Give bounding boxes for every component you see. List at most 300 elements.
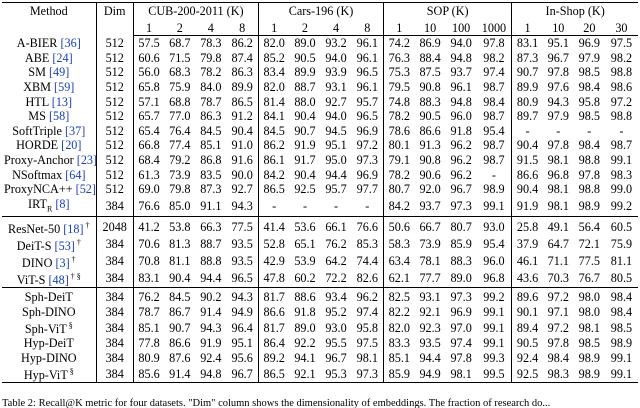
dim-cell: 512 (96, 182, 133, 197)
metric-cell: 68.8 (169, 94, 191, 109)
metric-cell: 97.3 (446, 287, 477, 304)
metric-cell: 84.5 (164, 287, 195, 304)
metric-cell: 97.2 (352, 138, 384, 153)
metric-cell: 99.1 (477, 319, 512, 336)
citation-link[interactable]: [3] (55, 255, 70, 270)
metric-cell: 79.1 (388, 153, 410, 168)
metric-cell: 43.6 (516, 271, 539, 286)
metric-cell: 95.4 (477, 124, 512, 139)
method-cell (2, 197, 96, 217)
method-column-header: Method (2, 3, 96, 36)
metric-cell: 78.7 (200, 94, 222, 109)
dim-cell: 512 (96, 94, 133, 109)
citation-link[interactable]: [8] (55, 196, 70, 211)
metric-cell: 98.7 (477, 153, 512, 168)
method-name: HTL (25, 94, 49, 109)
metric-cell: 52.8 (263, 237, 285, 252)
metric-cell: 97.8 (547, 65, 569, 80)
metric-cell: 96.0 (477, 253, 512, 270)
metric-cell: 79.2 (169, 153, 191, 168)
metric-cell: 87.5 (419, 65, 441, 80)
metric-cell: 83.4 (263, 65, 285, 80)
metric-cell: 71.1 (547, 254, 569, 269)
metric-cell: 93.9 (325, 65, 347, 80)
metric-cell: 99.2 (610, 199, 633, 214)
metric-cell: 91.8 (294, 304, 316, 319)
metric-cell: 90.5 (419, 109, 441, 124)
metric-cell: 98.1 (547, 199, 569, 214)
citation-link[interactable]: [18] (63, 221, 84, 236)
metric-cell: 98.0 (578, 304, 600, 319)
dim-cell: 384 (96, 365, 133, 383)
metric-cell: 70.3 (547, 271, 569, 286)
metric-cell: 97.8 (547, 138, 569, 153)
metric-cell: 66.3 (195, 216, 226, 236)
metric-cell: 98.4 (578, 80, 600, 95)
method-cell (2, 182, 96, 197)
method-cell (2, 287, 96, 304)
metric-cell: 80.9 (516, 94, 539, 109)
footnote-mark: § (69, 367, 74, 377)
metric-cell: 98.9 (610, 336, 633, 351)
metric-cell: 98.7 (477, 109, 512, 124)
metric-cell: 87.4 (226, 51, 258, 66)
metric-cell: 92.3 (419, 320, 441, 335)
metric-cell: 96.0 (450, 109, 472, 124)
metric-cell: 90.2 (195, 287, 226, 304)
metric-cell: 88.7 (294, 80, 316, 95)
method-name: NSoftmax (12, 167, 63, 182)
table-row (2, 182, 638, 197)
method-cell (2, 94, 96, 109)
metric-cell: 90.5 (516, 336, 539, 351)
metric-cell: 86.2 (263, 138, 285, 153)
metric-cell: 98.8 (578, 153, 600, 168)
metric-cell: 57.5 (138, 36, 160, 51)
metric-cell: 98.9 (578, 351, 600, 366)
dim-cell: 384 (96, 253, 133, 270)
metric-cell: 91.4 (164, 365, 195, 383)
method-name: DeiT-S (16, 238, 52, 253)
metric-cell: 76.3 (388, 50, 410, 65)
metric-cell: 90.8 (419, 153, 441, 168)
metric-cell: - (525, 123, 530, 138)
metric-cell: 42.9 (263, 254, 285, 269)
metric-cell: 95.8 (352, 319, 384, 336)
metric-cell: 96.8 (547, 167, 569, 182)
metric-cell: 88.3 (450, 254, 472, 269)
k-header: 1 (512, 20, 543, 36)
metric-cell: 86.1 (263, 153, 285, 168)
metric-cell: 80.9 (138, 351, 160, 366)
table-row (2, 65, 638, 80)
metric-cell: 98.9 (574, 365, 605, 383)
metric-cell: 93.1 (325, 80, 347, 95)
metric-cell: 96.9 (352, 167, 384, 182)
metric-cell: 95.7 (352, 94, 384, 109)
metric-cell: 96.7 (547, 50, 569, 65)
metric-cell: 98.1 (446, 365, 477, 383)
metric-cell: 86.2 (226, 36, 258, 51)
metric-cell: 90.4 (169, 271, 191, 286)
metric-cell: 82.5 (384, 287, 415, 304)
footnote-mark: † (76, 237, 81, 247)
method-name: HORDE (16, 138, 59, 153)
method-name: SM (28, 65, 46, 80)
metric-cell: 86.6 (419, 123, 441, 138)
metric-cell: 25.8 (512, 216, 543, 236)
metric-cell: 98.2 (610, 50, 633, 65)
metric-cell: 81.7 (258, 287, 289, 304)
table-row (2, 351, 638, 366)
metric-cell: 88.4 (419, 50, 441, 65)
citation-link[interactable]: [53] (54, 238, 75, 253)
metric-cell: 98.1 (578, 320, 600, 335)
metric-cell: 94.1 (294, 351, 316, 366)
metric-cell: 84.2 (388, 199, 410, 214)
method-name: Proxy-Anchor (4, 153, 74, 168)
metric-cell: 83.1 (138, 271, 160, 286)
table-row (2, 124, 638, 139)
metric-cell: 66.1 (320, 216, 351, 236)
metric-cell: 94.8 (195, 365, 226, 383)
metric-cell: 74.4 (352, 253, 384, 270)
citation-link[interactable]: [23] (76, 153, 98, 168)
metric-cell: 99.1 (477, 305, 512, 320)
metric-cell: 92.1 (419, 304, 441, 319)
metric-cell: 98.4 (477, 94, 512, 109)
group-header-inshop: In-Shop (K) (512, 3, 638, 21)
metric-cell: 85.9 (450, 237, 472, 252)
metric-cell: - (477, 167, 512, 182)
metric-cell: 96.5 (352, 109, 384, 124)
method-cell (2, 109, 96, 124)
citation-link[interactable]: [20] (61, 138, 82, 153)
metric-cell: 91.9 (516, 199, 539, 214)
metric-cell: 81.7 (263, 320, 285, 335)
metric-cell: 76.2 (325, 237, 347, 252)
metric-cell: 97.4 (450, 336, 472, 351)
metric-cell: - (619, 123, 624, 138)
method-cell (2, 124, 96, 139)
metric-cell: 72.1 (578, 237, 600, 252)
metric-cell: 94.9 (226, 305, 258, 320)
metric-cell: 96.2 (352, 287, 384, 304)
method-cell (2, 336, 96, 351)
metric-cell: 94.8 (450, 50, 472, 65)
metric-cell: 75.3 (388, 65, 410, 80)
metric-cell: 96.7 (325, 351, 347, 366)
metric-cell: 84.5 (200, 123, 222, 138)
metric-cell: 83.3 (388, 336, 410, 351)
metric-cell: 95.0 (325, 153, 347, 168)
results-body (2, 36, 638, 383)
method-subscript: R (46, 203, 53, 213)
metric-cell: 65.8 (138, 80, 160, 95)
metric-cell: 86.3 (226, 65, 258, 80)
metric-cell: 93.1 (415, 287, 446, 304)
metric-cell: 94.0 (450, 36, 472, 51)
metric-cell: 95.1 (325, 138, 347, 153)
metric-cell: 98.2 (477, 51, 512, 66)
metric-cell: 96.2 (450, 153, 472, 168)
metric-cell: 86.4 (263, 336, 285, 351)
metric-cell: 87.3 (516, 50, 539, 65)
footnote-mark: † (71, 254, 76, 264)
footnote-mark: § (68, 321, 73, 331)
table-row (2, 216, 638, 236)
method-cell (2, 305, 96, 320)
metric-cell: 75.9 (169, 80, 191, 95)
metric-cell: 98.4 (610, 304, 633, 319)
citation-link[interactable]: [59] (54, 80, 75, 95)
metric-cell: 80.5 (610, 271, 633, 286)
metric-cell: 85.2 (263, 50, 285, 65)
metric-cell: 95.1 (226, 336, 258, 351)
metric-cell: 98.8 (578, 182, 600, 197)
k-header: 1 (258, 20, 289, 36)
metric-cell: 97.0 (450, 320, 472, 335)
table-row (2, 167, 638, 182)
metric-cell: - (302, 199, 307, 214)
table-row (2, 253, 638, 270)
metric-cell: 95.3 (320, 365, 351, 383)
metric-cell: 56.0 (138, 65, 160, 80)
metric-cell: 96.1 (352, 80, 384, 95)
metric-cell: 99.3 (477, 351, 512, 366)
dim-cell: 512 (96, 51, 133, 66)
metric-cell: 66.8 (138, 138, 160, 153)
metric-cell: 91.6 (226, 153, 258, 168)
metric-cell: 76.2 (133, 287, 164, 304)
metric-cell: 71.5 (169, 50, 191, 65)
method-name: Sph-ViT (24, 322, 67, 337)
metric-cell: 96.8 (477, 270, 512, 288)
method-name: SoftTriple (12, 123, 62, 138)
metric-cell: 97.5 (610, 36, 633, 51)
metric-cell: 96.1 (450, 80, 472, 95)
metric-cell: 96.9 (450, 304, 472, 319)
metric-cell: - (333, 199, 339, 214)
k-header: 8 (226, 20, 258, 36)
metric-cell: 87.3 (200, 182, 222, 197)
metric-cell: 92.7 (325, 94, 347, 109)
header-row-groups (2, 3, 638, 21)
metric-cell: 53.8 (164, 216, 195, 236)
table-row (2, 270, 638, 288)
metric-cell: 96.5 (226, 270, 258, 288)
method-name: MS (28, 109, 46, 124)
metric-cell: 89.9 (294, 65, 316, 80)
metric-cell: 98.6 (610, 80, 633, 95)
metric-cell: 82.0 (388, 320, 410, 335)
k-header: 2 (164, 20, 195, 36)
citation-link[interactable]: [64] (65, 167, 86, 182)
citation-link[interactable]: [52] (75, 182, 96, 197)
method-cell (2, 167, 96, 182)
metric-cell: 98.7 (610, 138, 633, 153)
metric-cell: 76.6 (138, 199, 160, 214)
metric-cell: 94.4 (325, 167, 347, 182)
metric-cell: 77.8 (138, 336, 160, 351)
metric-cell: 90.4 (226, 124, 258, 139)
metric-cell: 90.7 (169, 320, 191, 335)
metric-cell: 89.2 (263, 351, 285, 366)
metric-cell: 93.0 (325, 320, 347, 335)
metric-cell: 85.3 (352, 236, 384, 253)
metric-cell: 83.5 (200, 167, 222, 182)
method-name: Hyp-DINO (21, 351, 77, 366)
metric-cell: 91.5 (516, 153, 539, 168)
metric-cell: 95.4 (477, 236, 512, 253)
metric-cell: 82.6 (352, 270, 384, 288)
metric-cell: 76.7 (578, 271, 600, 286)
method-cell (2, 153, 96, 168)
metric-cell: 66.7 (415, 216, 446, 236)
metric-cell: 80.7 (446, 216, 477, 236)
method-name: XBM (23, 80, 51, 95)
metric-cell: 37.9 (516, 237, 539, 252)
metric-cell: 76.4 (169, 123, 191, 138)
metric-cell: 89.7 (516, 109, 539, 124)
metric-cell: 85.1 (138, 320, 160, 335)
table-row (2, 365, 638, 383)
dim-cell: 384 (96, 287, 133, 304)
metric-cell: 53.9 (294, 254, 316, 269)
table-row (2, 36, 638, 51)
metric-cell: 96.5 (352, 65, 384, 80)
metric-cell: 78.2 (200, 65, 222, 80)
dim-cell: 384 (96, 336, 133, 351)
metric-cell: 97.9 (578, 50, 600, 65)
method-name: IRT (28, 196, 47, 211)
citation-link[interactable]: [49] (48, 65, 70, 80)
metric-cell: 77.5 (578, 254, 600, 269)
metric-cell: 68.3 (169, 65, 191, 80)
table-row (2, 287, 638, 304)
metric-cell: 90.4 (294, 167, 316, 182)
metric-cell: 98.5 (578, 109, 600, 124)
metric-cell: 96.1 (352, 36, 384, 51)
metric-cell: 88.3 (419, 94, 441, 109)
method-name: Sph-DINO (22, 304, 76, 319)
metric-cell: 98.4 (578, 138, 600, 153)
metric-cell: 63.4 (388, 254, 410, 269)
table-row (2, 80, 638, 95)
dim-cell: 512 (96, 167, 133, 182)
method-cell (2, 365, 96, 383)
metric-cell: 98.5 (610, 320, 633, 335)
metric-cell: 90.4 (516, 138, 539, 153)
metric-cell: - (587, 123, 592, 138)
metric-cell: 85.1 (388, 351, 410, 366)
metric-cell: 98.4 (547, 351, 569, 366)
citation-link[interactable]: [13] (51, 94, 73, 109)
citation-link[interactable]: [58] (48, 109, 70, 124)
dim-cell: 2048 (96, 216, 133, 236)
metric-cell: 85.1 (200, 138, 222, 153)
dim-cell: 384 (96, 351, 133, 366)
metric-cell: 89.6 (512, 287, 543, 304)
method-cell (2, 216, 96, 236)
dim-cell: 512 (96, 124, 133, 139)
metric-cell: 98.9 (578, 199, 600, 214)
metric-cell: 92.4 (200, 351, 222, 366)
metric-cell: 75.9 (610, 237, 633, 252)
metric-cell: 47.8 (263, 271, 285, 286)
table-row (2, 109, 638, 124)
k-header: 8 (352, 20, 384, 36)
metric-cell: 95.5 (325, 336, 347, 351)
method-name: Hyp-DeiT (23, 336, 74, 351)
method-name: ViT-S (16, 272, 46, 287)
k-header: 1000 (477, 20, 512, 36)
metric-cell: 60.5 (605, 216, 638, 236)
metric-cell: 80.1 (388, 138, 410, 153)
metric-cell: 78.3 (200, 36, 222, 51)
metric-cell: 50.6 (384, 216, 415, 236)
metric-cell: 90.1 (516, 304, 539, 319)
metric-cell: 98.9 (477, 182, 512, 197)
metric-cell: 68.4 (138, 153, 160, 168)
metric-cell: 82.2 (388, 304, 410, 319)
metric-cell: 90.7 (294, 123, 316, 138)
citation-link[interactable]: [36] (60, 36, 81, 51)
metric-cell: 97.7 (352, 182, 384, 197)
metric-cell: 90.8 (419, 80, 441, 95)
metric-cell: 77.5 (226, 216, 258, 236)
metric-cell: 64.2 (325, 254, 347, 269)
metric-cell: 94.0 (325, 50, 347, 65)
metric-cell: 73.9 (419, 237, 441, 252)
metric-cell: 84.0 (200, 80, 222, 95)
metric-cell: 86.5 (263, 182, 285, 197)
metric-cell: 99.1 (610, 351, 633, 366)
metric-cell: 81.1 (169, 254, 191, 269)
metric-cell: 99.1 (605, 365, 638, 383)
metric-cell: 64.7 (547, 237, 569, 252)
metric-cell: 98.4 (605, 287, 638, 304)
metric-cell: 96.7 (226, 365, 258, 383)
metric-cell: 85.0 (169, 199, 191, 214)
dim-cell: 384 (96, 319, 133, 336)
metric-cell: 84.1 (263, 109, 285, 124)
citation-link[interactable]: [48] (48, 272, 69, 287)
metric-cell: 74.8 (388, 94, 410, 109)
citation-link[interactable]: [37] (65, 123, 86, 138)
table-row (2, 305, 638, 320)
method-cell (2, 253, 96, 270)
metric-cell: - (272, 199, 277, 214)
table-row (2, 138, 638, 153)
metric-cell: 94.3 (226, 197, 258, 217)
metric-cell: 96.7 (450, 182, 472, 197)
metric-cell: 97.8 (477, 36, 512, 51)
metric-cell: 92.0 (419, 182, 441, 197)
metric-cell: 98.0 (574, 287, 605, 304)
metric-cell: 97.6 (547, 80, 569, 95)
footnote-mark: † § (70, 271, 81, 281)
metric-cell: 98.3 (543, 365, 574, 383)
metric-cell: 96.9 (352, 124, 384, 139)
metric-cell: 56.4 (574, 216, 605, 236)
citation-link[interactable]: [24] (52, 50, 73, 65)
metric-cell: 79.8 (200, 50, 222, 65)
metric-cell: 81.3 (169, 237, 191, 252)
metric-cell: 93.7 (450, 65, 472, 80)
metric-cell: 90.0 (226, 167, 258, 182)
metric-cell: 94.4 (419, 351, 441, 366)
